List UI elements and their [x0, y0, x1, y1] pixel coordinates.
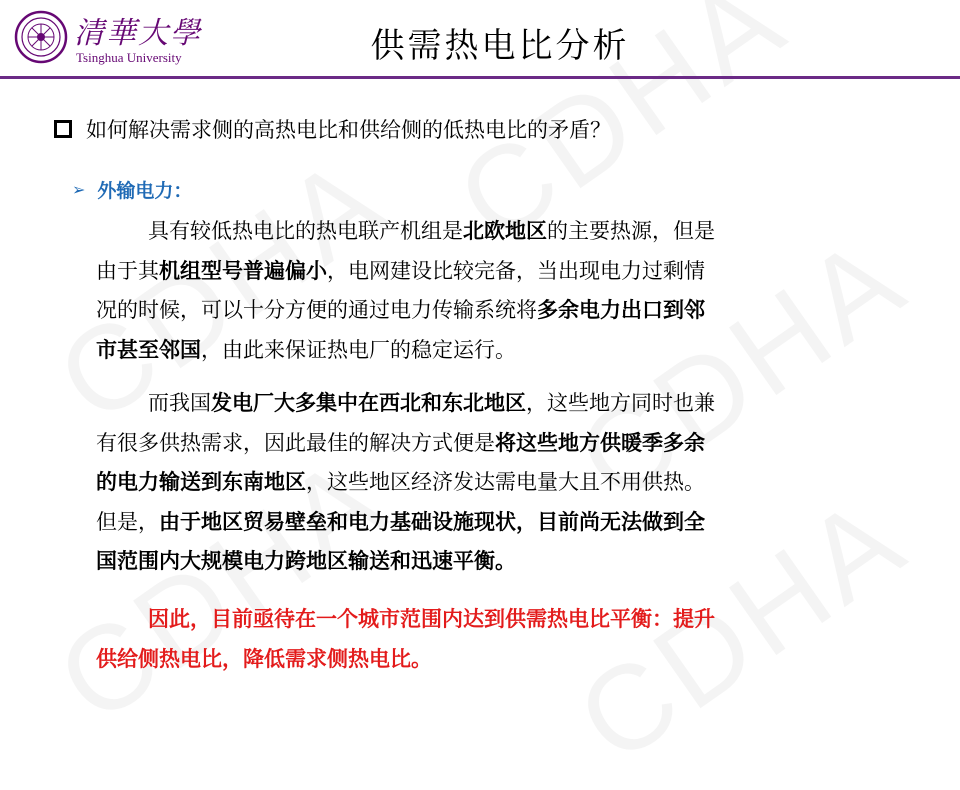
paragraph-china	[96, 384, 806, 582]
logo-chinese-name: 清華大學	[74, 16, 202, 51]
text-line: 但是，由于地区贸易壁垒和电力基础设施现状，目前尚无法做到全	[96, 509, 705, 534]
text-line: 市甚至邻国，由此来保证热电厂的稳定运行。	[96, 337, 516, 362]
square-bullet-icon	[54, 120, 72, 138]
slide-header	[0, 0, 960, 78]
arrow-bullet-icon: ➢	[72, 180, 86, 199]
text-line: 的电力输送到东南地区，这些地区经济发达需电量大且不用供热。	[96, 470, 705, 494]
paragraph-conclusion	[96, 600, 806, 679]
text-line: 况的时候，可以十分方便的通过电力传输系统将多余电力出口到邻	[96, 298, 705, 322]
text-line: 由于其机组型号普遍偏小，电网建设比较完备，当出现电力过剩情	[96, 258, 705, 283]
text-line: 有很多供热需求，因此最佳的解决方式便是将这些地方供暖季多余	[96, 430, 705, 455]
question-line	[54, 114, 611, 144]
title-divider	[0, 76, 960, 79]
conclusion-line: 因此，目前亟待在一个城市范围内达到供需热电比平衡：提升	[148, 607, 715, 631]
conclusion-line: 供给侧热电比，降低需求侧热电比。	[96, 646, 432, 671]
logo-english-name: Tsinghua University	[76, 50, 182, 65]
question-text: 如何解决需求侧的高热电比和供给侧的低热电比的矛盾？	[86, 118, 611, 142]
sub-heading	[72, 176, 192, 203]
page-title: 供需热电比分析	[370, 26, 630, 66]
paragraph-nordic	[96, 212, 806, 370]
text-line: 具有较低热电比的热电联产机组是北欧地区的主要热源，但是	[148, 219, 715, 243]
text-line: 而我国发电厂大多集中在西北和东北地区，这些地方同时也兼	[148, 391, 715, 415]
sub-heading-text: 外输电力：	[97, 180, 193, 202]
text-line: 国范围内大规模电力跨地区输送和迅速平衡。	[96, 549, 516, 573]
